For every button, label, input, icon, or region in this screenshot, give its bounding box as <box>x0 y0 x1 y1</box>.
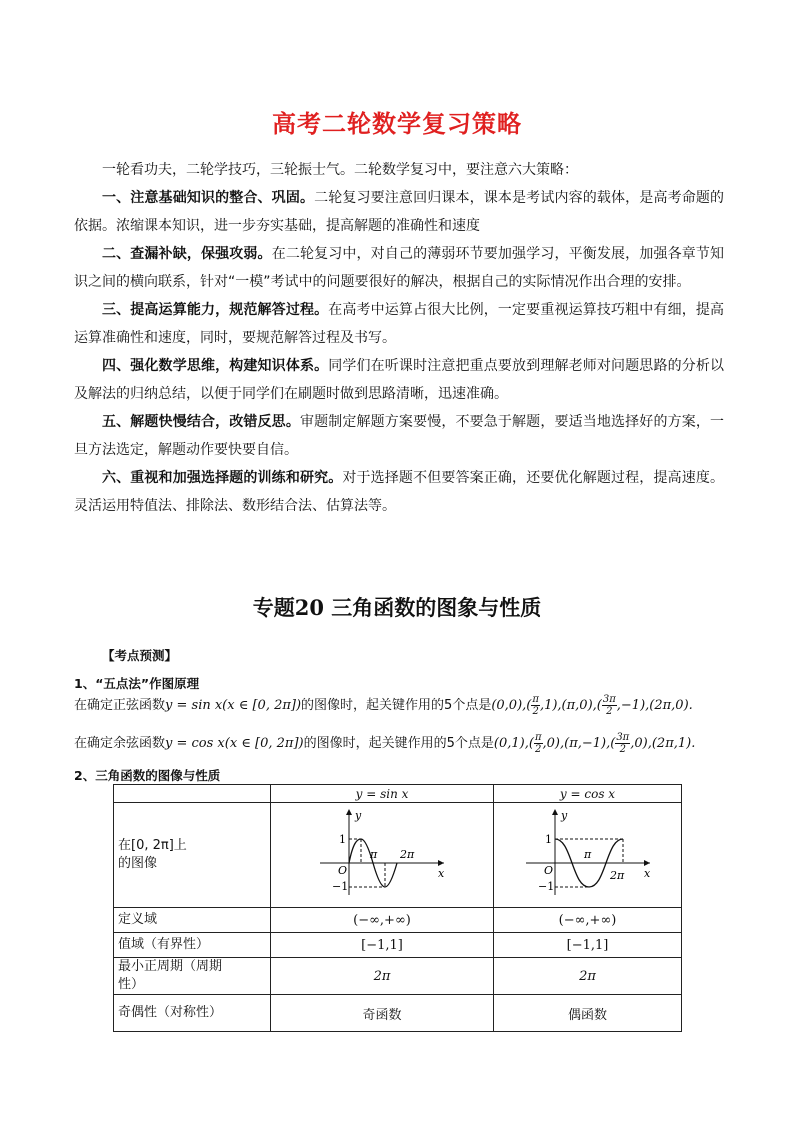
sin-mid: 的图像时，起关键作用的5个点是 <box>301 698 492 713</box>
cos-points-c: ,0),(2π,1). <box>630 736 696 751</box>
strategy-6-body: 对于选择题不但要答案正确，还要优化解题过程，提高速度。灵活运用特值法、排除法、数形结合法、估算法等。 <box>74 470 725 514</box>
strategy-1-body: 二轮复习要注意回归课本，课本是考试内容的载体，是高考命题的依据。浓缩课本知识，进一步夯实基础，提高解题的准确性和速度 <box>74 190 724 234</box>
graph-row-label <box>114 803 271 908</box>
fraction-pi-over-2 <box>531 694 540 717</box>
one-label: 1 <box>544 833 552 846</box>
graph-row-label-b: 的图像 <box>118 856 158 871</box>
fraction-3pi-over-2 <box>602 694 617 717</box>
strategy-2 <box>74 240 724 296</box>
sin-range: [−1,1] <box>271 933 494 958</box>
y-label: y <box>560 809 567 822</box>
cos-prefix: 在确定余弦函数 <box>74 736 166 751</box>
sin-prefix: 在确定正弦函数 <box>74 698 166 713</box>
sin-parity: 奇函数 <box>271 995 494 1032</box>
strategy-5-body: 审题制定解题方案要慢，不要急于解题，要适当地选择好的方案，一旦方法选定，解题动作要快要自信。 <box>74 414 724 458</box>
frac-num: 3π <box>602 694 616 705</box>
header-empty-cell <box>114 785 271 803</box>
intro-paragraph: 一轮看功夫，二轮学技巧，三轮振士气。二轮数学复习中，要注意六大策略： <box>102 162 578 178</box>
sin-graph <box>312 805 452 901</box>
table-header-row <box>114 785 682 803</box>
y-axis-arrow <box>552 809 558 815</box>
section-2-title: 2、三角函数的图像与性质 <box>74 768 221 783</box>
fraction-3pi-over-2 <box>615 732 630 755</box>
y-label: y <box>355 809 362 822</box>
two-pi-label: 2π <box>609 869 624 882</box>
cos-parity: 偶函数 <box>494 995 682 1032</box>
sin-graph-cell <box>271 803 494 908</box>
frac-den: 2 <box>535 744 542 755</box>
sin-points-a: (0,0),( <box>491 698 532 713</box>
sin-domain: (−∞,+∞) <box>271 908 494 933</box>
frac-den: 2 <box>619 744 626 755</box>
strategy-5 <box>74 408 724 464</box>
strategy-2-head: 二、查漏补缺，保强攻弱。 <box>102 246 272 262</box>
cos-range: [−1,1] <box>494 933 682 958</box>
frac-num: 3π <box>616 732 630 743</box>
frac-den: 2 <box>606 706 613 717</box>
graph-row-label-a: 在[0, 2π]上 <box>118 838 187 853</box>
strategy-2-body: 在二轮复习中，对自己的薄弱环节要加强学习，平衡发展，加强各章节知识之间的横向联系，针对“一模”考试中的问题要很好的解决，根据自己的实际情况作出合理的安排。 <box>74 246 725 290</box>
cos-five-points-line <box>74 732 695 755</box>
x-axis-arrow <box>438 860 444 866</box>
sin-function: y = sin x(x ∈ [0, 2π]) <box>165 698 302 713</box>
row-label: 定义域 <box>114 908 271 933</box>
intro-section <box>74 156 724 520</box>
strategy-3-body: 在高考中运算占很大比例，一定要重视运算技巧粗中有细，提高运算准确性和速度，同时，要规范解答过程及书写。 <box>74 302 725 346</box>
neg-one-label: −1 <box>537 880 554 893</box>
row-label: 最小正周期（周期性） <box>114 958 271 995</box>
row-label: 值域（有界性） <box>114 933 271 958</box>
strategy-6-head: 六、重视和加强选择题的训练和研究。 <box>102 470 343 486</box>
main-title: 高考二轮数学复习策略 <box>272 110 522 138</box>
one-label: 1 <box>339 833 346 846</box>
sin-points-c: ,−1),(2π,0). <box>616 698 693 713</box>
two-pi-label: 2π <box>400 848 415 861</box>
cos-points-b: ,0),(π,−1),( <box>542 736 616 751</box>
cos-function: y = cos x(x ∈ [0, 2π]) <box>165 736 304 751</box>
origin-label: O <box>543 864 553 877</box>
neg-one-label: −1 <box>332 880 349 893</box>
fraction-pi-over-2 <box>534 732 543 755</box>
pi-label: π <box>583 848 591 861</box>
sin-period: 2π <box>271 958 494 995</box>
cos-mid: 的图像时，起关键作用的5个点是 <box>303 736 494 751</box>
pi-label: π <box>370 848 378 861</box>
trig-properties-table <box>113 784 682 1032</box>
period-row <box>114 958 682 995</box>
kaodian-heading: 【考点预测】 <box>102 648 178 663</box>
x-label: x <box>438 867 445 880</box>
strategy-4-body: 同学们在听课时注意把重点要放到理解老师对问题思路的分析以及解法的归纳总结，以便于同学们在刷题时做到思路清晰，迅速准确。 <box>74 358 725 402</box>
origin-label: O <box>338 864 348 877</box>
strategy-5-head: 五、解题快慢结合，改错反思。 <box>102 414 300 430</box>
cos-graph-cell <box>494 803 682 908</box>
x-label: x <box>643 867 650 880</box>
section-1-title: 1、“五点法”作图原理 <box>74 676 200 691</box>
graph-row <box>114 803 682 908</box>
sin-five-points-line <box>74 694 693 717</box>
strategy-3 <box>74 296 724 352</box>
header-cos: y = cos x <box>494 785 682 803</box>
cos-points-a: (0,1),( <box>493 736 534 751</box>
header-sin: y = sin x <box>271 785 494 803</box>
strategy-4 <box>74 352 724 408</box>
strategy-6 <box>74 464 724 520</box>
parity-row <box>114 995 682 1032</box>
row-label: 奇偶性（对称性） <box>114 995 271 1032</box>
frac-num: π <box>534 732 542 743</box>
cos-domain: (−∞,+∞) <box>494 908 682 933</box>
domain-row <box>114 908 682 933</box>
strategy-1-head: 一、注意基础知识的整合、巩固。 <box>102 190 315 206</box>
x-axis-arrow <box>644 860 650 866</box>
frac-den: 2 <box>532 706 539 717</box>
y-axis-arrow <box>346 809 352 815</box>
sin-points-b: ,1),(π,0),( <box>539 698 602 713</box>
cos-period: 2π <box>494 958 682 995</box>
cos-graph <box>518 805 658 901</box>
range-row <box>114 933 682 958</box>
strategy-4-head: 四、强化数学思维，构建知识体系。 <box>102 358 329 374</box>
topic-title: 专题20 三角函数的图象与性质 <box>252 595 542 620</box>
frac-num: π <box>532 694 539 705</box>
strategy-1 <box>74 184 724 240</box>
strategy-3-head: 三、提高运算能力，规范解答过程。 <box>102 302 329 318</box>
